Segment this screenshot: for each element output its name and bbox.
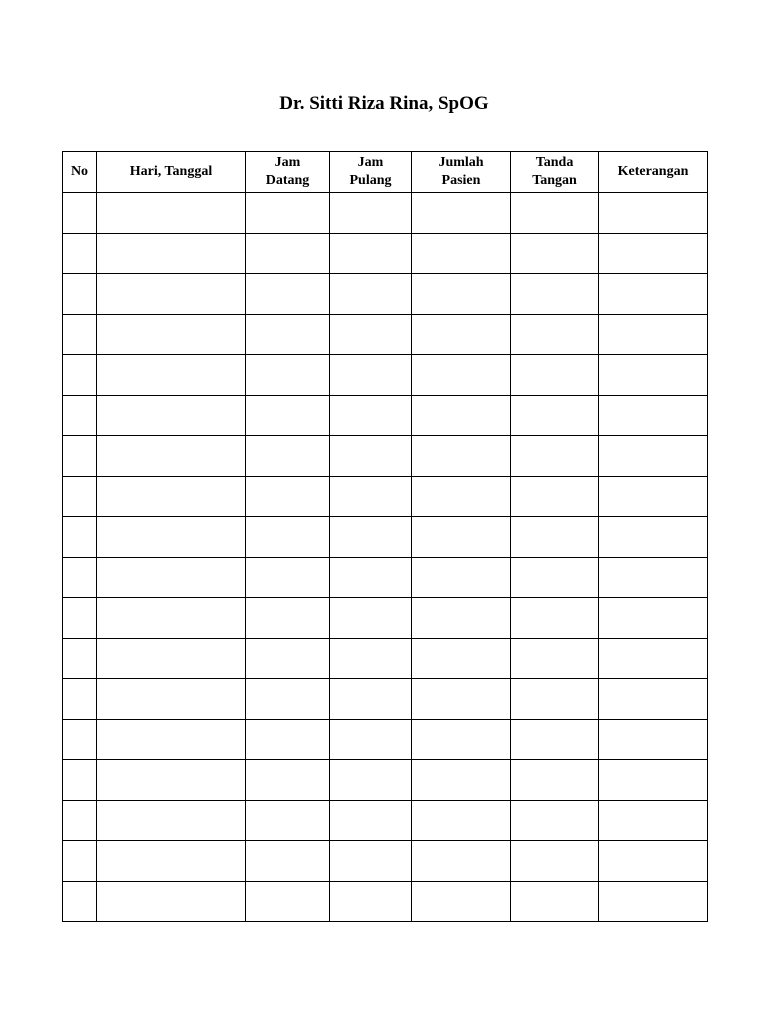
cell-no — [63, 557, 97, 598]
cell-jumlah-pasien — [412, 355, 511, 396]
header-jam-pulang — [330, 152, 412, 193]
header-tanda-tangan — [511, 152, 599, 193]
cell-jumlah-pasien — [412, 557, 511, 598]
cell-jumlah-pasien — [412, 436, 511, 477]
table-row — [63, 841, 708, 882]
header-jam-datang-line-2: Datang — [265, 173, 310, 188]
cell-jam-datang — [246, 436, 330, 477]
table-row — [63, 881, 708, 922]
cell-hari-tanggal — [97, 841, 246, 882]
cell-hari-tanggal — [97, 274, 246, 315]
cell-keterangan — [599, 719, 708, 760]
cell-jumlah-pasien — [412, 881, 511, 922]
header-tanda-tangan-line-1: Tanda — [535, 155, 574, 170]
cell-jam-pulang — [330, 193, 412, 234]
cell-hari-tanggal — [97, 233, 246, 274]
cell-keterangan — [599, 355, 708, 396]
header-no — [63, 152, 97, 193]
cell-no — [63, 598, 97, 639]
cell-jam-datang — [246, 881, 330, 922]
header-hari-tanggal-label: Hari, Tanggal — [129, 164, 213, 179]
cell-jam-datang — [246, 193, 330, 234]
cell-jumlah-pasien — [412, 193, 511, 234]
cell-keterangan — [599, 557, 708, 598]
cell-jumlah-pasien — [412, 395, 511, 436]
cell-jam-datang — [246, 395, 330, 436]
cell-jam-datang — [246, 355, 330, 396]
cell-keterangan — [599, 841, 708, 882]
cell-no — [63, 274, 97, 315]
cell-jam-pulang — [330, 800, 412, 841]
table-row — [63, 800, 708, 841]
table-row — [63, 193, 708, 234]
cell-no — [63, 638, 97, 679]
cell-keterangan — [599, 233, 708, 274]
cell-tanda-tangan — [511, 719, 599, 760]
cell-jam-datang — [246, 557, 330, 598]
header-jumlah-pasien-line-2: Pasien — [441, 173, 481, 188]
cell-keterangan — [599, 679, 708, 720]
table-row — [63, 395, 708, 436]
cell-jam-datang — [246, 274, 330, 315]
cell-no — [63, 719, 97, 760]
cell-jam-datang — [246, 719, 330, 760]
cell-jam-datang — [246, 233, 330, 274]
cell-tanda-tangan — [511, 436, 599, 477]
header-jumlah-pasien-line-1: Jumlah — [438, 155, 484, 170]
cell-tanda-tangan — [511, 881, 599, 922]
cell-jam-datang — [246, 598, 330, 639]
cell-no — [63, 193, 97, 234]
cell-jumlah-pasien — [412, 800, 511, 841]
cell-tanda-tangan — [511, 679, 599, 720]
cell-tanda-tangan — [511, 800, 599, 841]
table-row — [63, 719, 708, 760]
cell-tanda-tangan — [511, 638, 599, 679]
header-jam-datang-line-1: Jam — [274, 155, 301, 170]
cell-keterangan — [599, 598, 708, 639]
cell-jam-pulang — [330, 557, 412, 598]
cell-keterangan — [599, 436, 708, 477]
cell-keterangan — [599, 395, 708, 436]
cell-hari-tanggal — [97, 517, 246, 558]
header-hari-tanggal — [97, 152, 246, 193]
cell-tanda-tangan — [511, 841, 599, 882]
header-row — [63, 152, 708, 193]
cell-jumlah-pasien — [412, 476, 511, 517]
header-jam-datang — [246, 152, 330, 193]
cell-tanda-tangan — [511, 760, 599, 801]
cell-jumlah-pasien — [412, 719, 511, 760]
cell-tanda-tangan — [511, 233, 599, 274]
cell-jam-pulang — [330, 841, 412, 882]
page-title: Dr. Sitti Riza Rina, SpOG — [279, 93, 489, 114]
cell-no — [63, 760, 97, 801]
table-row — [63, 598, 708, 639]
cell-jumlah-pasien — [412, 679, 511, 720]
cell-tanda-tangan — [511, 355, 599, 396]
cell-keterangan — [599, 638, 708, 679]
cell-jumlah-pasien — [412, 233, 511, 274]
cell-no — [63, 233, 97, 274]
cell-jam-datang — [246, 800, 330, 841]
table-row — [63, 233, 708, 274]
cell-jam-datang — [246, 517, 330, 558]
cell-keterangan — [599, 517, 708, 558]
table-row — [63, 517, 708, 558]
cell-jam-datang — [246, 314, 330, 355]
cell-jumlah-pasien — [412, 638, 511, 679]
attendance-table — [62, 151, 708, 922]
cell-jam-datang — [246, 638, 330, 679]
table-row — [63, 760, 708, 801]
header-jam-pulang-line-2: Pulang — [349, 173, 392, 188]
cell-keterangan — [599, 760, 708, 801]
cell-jumlah-pasien — [412, 760, 511, 801]
cell-jam-pulang — [330, 233, 412, 274]
cell-jam-pulang — [330, 395, 412, 436]
cell-jumlah-pasien — [412, 841, 511, 882]
cell-keterangan — [599, 274, 708, 315]
cell-no — [63, 841, 97, 882]
table-row — [63, 679, 708, 720]
cell-jumlah-pasien — [412, 314, 511, 355]
header-keterangan-label: Keterangan — [617, 164, 689, 179]
cell-jam-pulang — [330, 881, 412, 922]
cell-jumlah-pasien — [412, 274, 511, 315]
cell-tanda-tangan — [511, 517, 599, 558]
cell-hari-tanggal — [97, 598, 246, 639]
cell-jam-pulang — [330, 274, 412, 315]
cell-hari-tanggal — [97, 476, 246, 517]
header-tanda-tangan-line-2: Tangan — [532, 173, 577, 188]
cell-jam-pulang — [330, 719, 412, 760]
cell-no — [63, 436, 97, 477]
cell-no — [63, 314, 97, 355]
cell-no — [63, 679, 97, 720]
cell-no — [63, 881, 97, 922]
cell-no — [63, 517, 97, 558]
cell-hari-tanggal — [97, 679, 246, 720]
cell-hari-tanggal — [97, 719, 246, 760]
cell-keterangan — [599, 476, 708, 517]
cell-tanda-tangan — [511, 193, 599, 234]
cell-keterangan — [599, 881, 708, 922]
cell-tanda-tangan — [511, 557, 599, 598]
cell-no — [63, 800, 97, 841]
cell-jam-pulang — [330, 638, 412, 679]
table-row — [63, 314, 708, 355]
cell-jam-pulang — [330, 517, 412, 558]
cell-keterangan — [599, 193, 708, 234]
cell-no — [63, 355, 97, 396]
cell-jumlah-pasien — [412, 517, 511, 558]
table-row — [63, 557, 708, 598]
cell-hari-tanggal — [97, 800, 246, 841]
table-row — [63, 638, 708, 679]
cell-hari-tanggal — [97, 314, 246, 355]
cell-hari-tanggal — [97, 395, 246, 436]
cell-hari-tanggal — [97, 638, 246, 679]
cell-keterangan — [599, 800, 708, 841]
header-no-label: No — [70, 164, 89, 179]
cell-no — [63, 476, 97, 517]
cell-hari-tanggal — [97, 193, 246, 234]
header-jumlah-pasien — [412, 152, 511, 193]
cell-hari-tanggal — [97, 436, 246, 477]
table-body — [63, 193, 708, 922]
table-row — [63, 274, 708, 315]
cell-jam-pulang — [330, 314, 412, 355]
cell-jumlah-pasien — [412, 598, 511, 639]
cell-tanda-tangan — [511, 395, 599, 436]
table-row — [63, 436, 708, 477]
cell-tanda-tangan — [511, 476, 599, 517]
cell-tanda-tangan — [511, 598, 599, 639]
cell-hari-tanggal — [97, 881, 246, 922]
cell-jam-datang — [246, 476, 330, 517]
header-keterangan — [599, 152, 708, 193]
header-jam-pulang-line-1: Jam — [357, 155, 384, 170]
cell-hari-tanggal — [97, 760, 246, 801]
cell-jam-datang — [246, 760, 330, 801]
cell-jam-pulang — [330, 760, 412, 801]
cell-jam-pulang — [330, 436, 412, 477]
cell-jam-datang — [246, 841, 330, 882]
cell-hari-tanggal — [97, 557, 246, 598]
table-row — [63, 355, 708, 396]
cell-tanda-tangan — [511, 314, 599, 355]
cell-keterangan — [599, 314, 708, 355]
cell-jam-pulang — [330, 476, 412, 517]
cell-jam-pulang — [330, 679, 412, 720]
cell-hari-tanggal — [97, 355, 246, 396]
cell-tanda-tangan — [511, 274, 599, 315]
cell-no — [63, 395, 97, 436]
cell-jam-pulang — [330, 355, 412, 396]
cell-jam-datang — [246, 679, 330, 720]
cell-jam-pulang — [330, 598, 412, 639]
table-row — [63, 476, 708, 517]
